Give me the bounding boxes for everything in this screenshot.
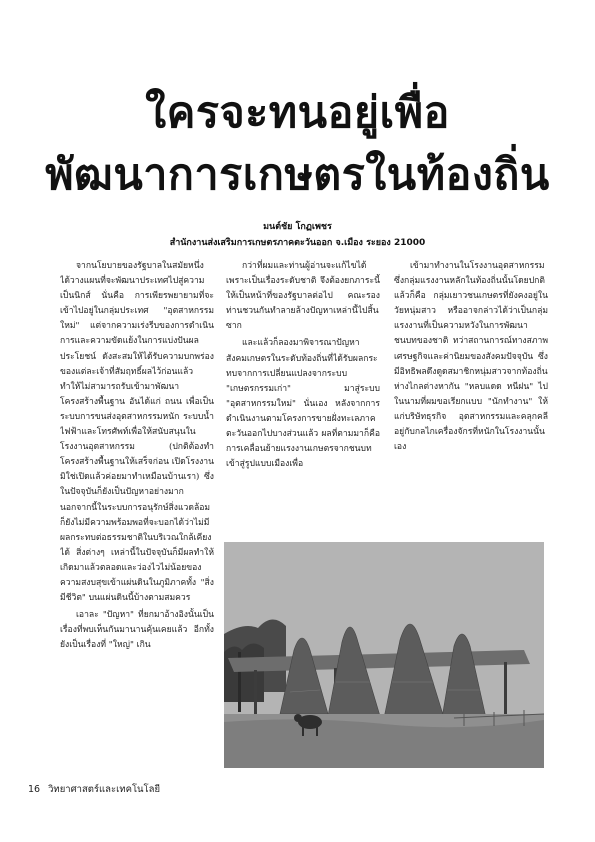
article-title-line-1: ใครจะทนอยู่เพื่อ (145, 88, 450, 138)
author-affiliation: สำนักงานส่งเสริมการเกษตรภาคตะวันออก จ.เมือง ระยอง 21000 (169, 238, 426, 248)
paragraph: และแล้วก็ลองมาพิจารณาปัญหาสังคมเกษตรในระดับท้องถิ่นที่ได้รับผลกระทบจากการเปลี่ยนแปลงจากระบบ "เกษตรกรรมเก่า" มาสู่ระบบ "อุตสาหกรรมใหม่" นั่นเอง หลังจากการดำเนินงานตามโครงการขายฝั่งทะเลภาคตะวันออกไปบางส่วนแล้ว ผลที่ตามมาก็คือการเคลื่อนย้ายแรงงานเกษตรจากชนบทเข้าสู่รูปแบบเมืองเพื่อ (226, 338, 380, 470)
body-column-2 (226, 259, 380, 517)
photo-illustration (224, 542, 544, 768)
paragraph: จากนโยบายของรัฐบาลในสมัยหนึ่ง ได้วางแผนที่จะพัฒนาประเทศไปสู่ความเป็นนิกส์ นั่นคือ การเพียรพยายามที่จะเข้าไปอยู่ในกลุ่มประเทศ "อุตสาหกรรมใหม่" แต่จากความเร่งรีบของการดำเนินการและความขัดแย้งในการแบ่งปันผลประโยชน์ ดังสะสมให้ได้รับความบกพร่องของแต่ละเจ้าที่สัมฤทธิ์ผลไว้ก่อนแล้ว ทำให้ไม่สามารถรับเข้ามาพัฒนาโครงสร้างพื้นฐาน อันได้แก่ ถนน เพื่อเป็นระบบการขนส่งอุตสาหกรรมหนัก ระบบน้ำ ไฟฟ้าและโทรศัพท์เพื่อให้สนับสนุนในโรงงานอุตสาหกรรม (ปกติต้องทำโครงสร้างพื้นฐานให้เสร็จก่อน เปิดโรงงาน มิใช่เปิดแล้วค่อยมาทำเหมือนบ้านเรา) ซึ่งในปัจจุบันก็ยังเป็นปัญหาอย่างมาก นอกจากนี้ในระบบการอนุรักษ์สิ่งแวดล้อม ก็ยังไม่มีความพร้อมพอที่จะบอกได้ว่าไม่มีผลกระทบต่อธรรมชาติในบริเวณใกล้เคียงได้ สิ่งต่างๆ เหล่านี้ในปัจจุบันก็มีผลทำให้เกิดมาแล้วตลอดและว่องไวไม่น้อยของความสงบสุขเข้าแผ่นดินในภูมิภาคทั้ง "สิ่งมีชีวิต" บนแผ่นดินนี้บ้างตามสมควร (60, 261, 214, 604)
paragraph: เอาละ "ปัญหา" ที่ยกมาอ้างอิงนั้นเป็นเรื่องที่พบเห็นกันมานานคุ้นเคยแล้ว อีกทั้งยังเป็นเรื่องที่ "ใหญ่" เกิน (60, 610, 214, 651)
publication-name: วิทยาศาสตร์และเทคโนโลยี (48, 784, 161, 795)
body-column-1 (60, 259, 214, 771)
paragraph: เข้ามาทำงานในโรงงานอุตสาหกรรม ซึ่งกลุ่มแรงงานหลักในท้องถิ่นนั้นโดยปกติแล้วก็คือ กลุ่มเยาวชนเกษตรที่ยังคงอยู่ในวัยหนุ่มสาว หรืออาจกล่าวได้ว่าเป็นกลุ่มแรงงานที่เป็นความหวังในการพัฒนาชนบทของชาติ ทว่าสถานการณ์ทางสภาพเศรษฐกิจและค่านิยมของสังคมปัจจุบัน ซึ่งมีอิทธิพลดึงดูดสมาชิกหนุ่มสาวจากท้องถิ่นห่างไกลต่างหากัน "หลบแดด หนีฝน" ไปในนามที่ผมขอเรียกแบบ "นักทำงาน" ให้แก่บริษัทธุรกิจ อุตสาหกรรมและคลุกคลีอยู่กับกลไกเครื่องจักรที่หนักในโรงงานนั้นเอง (394, 261, 548, 453)
haystacks-and-barn-photo (224, 542, 544, 768)
page-number: 16 (28, 784, 41, 795)
page-footer (28, 782, 160, 797)
paragraph: กว่าที่ผมและท่านผู้อ่านจะแก้ไขได้ เพราะเป็นเรื่องระดับชาติ จึงต้องยกภาระนี้ให้เป็นหน้าที่ของรัฐบาลต่อไป คณะรองท่านชวนกันทำลายล้างปัญหาเหล่านี้ไปสิ้นซาก (226, 261, 380, 332)
author-name: มนต์ชัย โกฏเพชร (263, 222, 332, 232)
body-column-3 (394, 259, 548, 517)
article-title-line-2: พัฒนาการเกษตรในท้องถิ่น (45, 150, 550, 200)
